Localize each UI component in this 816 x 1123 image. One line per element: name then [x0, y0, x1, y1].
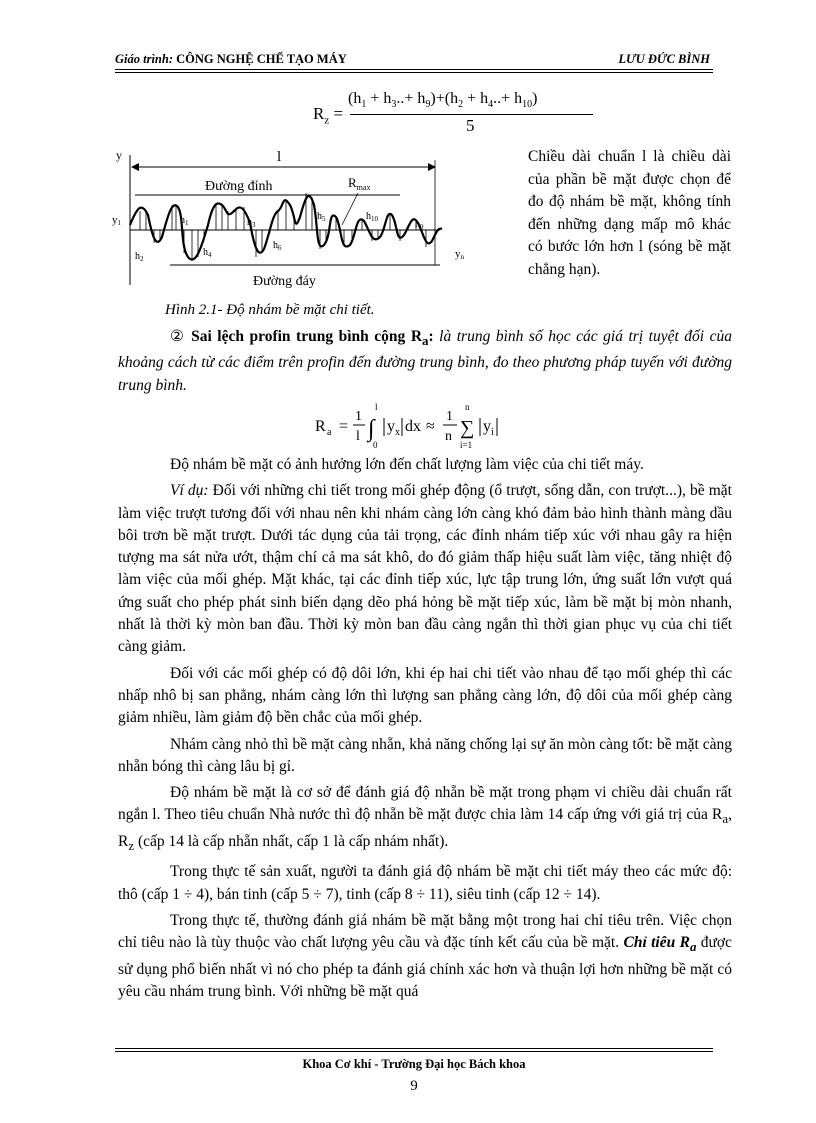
h2-label: [135, 251, 144, 263]
h-sub: 9: [420, 223, 424, 231]
ra-dx: dx: [405, 418, 421, 435]
h-letter: h: [180, 215, 185, 226]
paragraph-1: Độ nhám bề mặt có ảnh hưởng lớn đến chất lượng làm việc của chi tiết máy.: [170, 456, 644, 473]
h-sub: 3: [252, 221, 256, 229]
h-letter: h: [366, 211, 371, 222]
p7-lead-text: Chỉ tiêu R: [623, 934, 690, 952]
rz-sub: z: [324, 114, 330, 127]
paragraph-5-text-c: (cấp 14 là cấp nhẵn nhất, cấp 1 là cấp nhám nhất).: [134, 832, 449, 850]
ra-section: [118, 326, 732, 401]
h3-label: [247, 217, 256, 229]
rz-fraction-bar: [350, 114, 593, 115]
rz-denominator: 5: [466, 116, 475, 135]
ra-title-sub: a: [422, 333, 429, 349]
y1-label: [112, 214, 122, 227]
h5-label: [317, 211, 326, 223]
rz-num-part: (h: [348, 90, 362, 107]
ra-frac1-num: 1: [355, 409, 362, 424]
header-rule-double: [115, 72, 713, 73]
h9-label: [415, 219, 424, 231]
ra-definition: là trung bình số học các giá trị tuyệt đối của khoảng cách từ các điểm trên profin đến đường trung bình, đo theo phương pháp tuyến với đường trung bình.: [118, 328, 733, 394]
rmax-label: [348, 175, 370, 192]
rz-num-sub: 2: [458, 99, 464, 111]
header-left: [115, 52, 347, 67]
ra-frac2-num: 1: [446, 409, 453, 424]
p5-sub-z: z: [128, 837, 135, 853]
sum-lower: i=1: [460, 440, 473, 450]
formula-ra: [315, 400, 515, 450]
h-letter: h: [135, 251, 140, 262]
h4-label: [203, 247, 212, 259]
header-author: LƯU ĐỨC BÌNH: [618, 52, 710, 66]
h1-label: [180, 215, 189, 227]
rz-num-part: ..+ h: [396, 90, 426, 107]
yn-sub: n: [460, 253, 464, 261]
paragraph-5-text-b: , R: [118, 806, 732, 850]
rz-num-part: + h: [463, 90, 489, 107]
paragraph-2: [118, 480, 732, 658]
h-letter: h: [247, 217, 252, 228]
paragraph-2-text: Đối với những chi tiết trong mối ghép động (ổ trượt, sống dẫn, con trượt...), bề mặt làm việc trượt tương đối với nhau nên khi nhám càng lớn càng khó đảm bảo hình thành màng dầu bôi trơn bề mặt trượt. Dưới tác dụng của tải trọng, các đỉnh nhám tiếp xúc với nhau gây ra hiện tượng ma sát nửa ướt, thậm chí cả ma sát khô, do đó giảm thấp hiệu suất làm việc, tăng nhiệt độ làm việc của mối ghép. Mặt khác, tại các đỉnh tiếp xúc, lực tập trung lớn, ứng suất lớn vượt quá ứng suất cho phép phát sinh biến dạng dẽo phá hỏng bề mặt tiếp xúc, làm bề mặt bị mòn nhanh, nhất là thời kỳ mòn ban đầu. Thời kỳ mòn ban đầu càng ngắn thì thời gian phục vụ của chi tiết càng giảm.: [118, 482, 732, 656]
sum-upper: n: [465, 402, 470, 412]
ra-title-text: Sai lệch profin trung bình cộng R: [191, 328, 423, 345]
yn-label: [455, 248, 465, 261]
rz-symbol: R: [313, 104, 325, 123]
body-content: [118, 454, 732, 1007]
h10-label: [366, 211, 379, 223]
rz-num-part: ..+ h: [493, 90, 523, 107]
example-lead: Ví dụ:: [170, 482, 209, 500]
ra-equals: =: [339, 418, 349, 435]
p5-sub-a: a: [722, 811, 729, 827]
ra-symbol: R: [315, 418, 326, 435]
rmax-sub: max: [356, 183, 371, 192]
int-upper: l: [375, 402, 378, 412]
length-label: l: [277, 149, 282, 165]
h-letter: h: [203, 247, 208, 258]
rz-num-sub: 9: [425, 99, 431, 111]
paragraph-5: [118, 782, 732, 857]
side-note: Chiều dài chuẩn l là chiều dài của phần bề mặt được chọn để đo độ nhám bề mặt, không tính đến những dạng mấp mô khác có bước lớn hơn l (sóng bề mặt chẳng hạn).: [528, 148, 731, 278]
ra-marker: ②: [170, 328, 186, 345]
paragraph-6: Trong thực tế sản xuất, người ta đánh giá độ nhám bề mặt chi tiết máy theo các mức độ: thô (cấp 1 ÷ 4), bán tinh (cấp 5 ÷ 7), tinh (cấp 8 ÷ 11), siêu tinh (cấp 12 ÷ 14).: [118, 863, 732, 903]
p7-lead-sub: a: [689, 939, 697, 955]
ra-frac2-den: n: [445, 429, 452, 444]
rz-num-sub: 3: [391, 99, 397, 111]
ra-frac1-den: l: [356, 429, 360, 444]
figure-caption: Hình 2.1- Độ nhám bề mặt chi tiết.: [165, 302, 375, 318]
h-letter: h: [317, 211, 322, 222]
page-header: [115, 52, 710, 67]
paragraph-4: Nhám càng nhỏ thì bề mặt càng nhẵn, khả năng chống lại sự ăn mòn càng tốt: bề mặt càng nhẵn bóng thì càng lâu bị gỉ.: [118, 735, 732, 775]
y1-sub: 1: [117, 219, 121, 227]
ra-integrand-sub: x: [395, 427, 400, 438]
h-sub: 10: [371, 215, 378, 223]
paragraph-3: Đối với các mối ghép có độ dôi lớn, khi ép hai chi tiết vào nhau để tạo mối ghép thì các nhấp nhô bị san phẳng, nhám càng lớn thì lượng san phẳng càng lớn, độ dôi của mối ghép càng giảm nhiều, làm giảm độ bền chắc của mối ghép.: [118, 664, 732, 727]
header-book-title: CÔNG NGHỆ CHẾ TẠO MÁY: [176, 52, 347, 66]
p7-lead: [623, 934, 697, 955]
h-sub: 4: [208, 251, 212, 259]
h-letter: h: [415, 219, 420, 230]
h-sub: 6: [278, 244, 282, 252]
rz-num-part: )+(h: [430, 90, 459, 107]
ra-definition-paragraph: [118, 326, 732, 397]
header-rule: [115, 69, 713, 70]
ra-approx: ≈: [426, 418, 435, 435]
footer-institution: Khoa Cơ khí - Trường Đại học Bách khoa: [302, 1057, 526, 1071]
roughness-figure: [110, 145, 490, 295]
peak-line-label: Đường đỉnh: [205, 179, 273, 194]
paragraph-7: [118, 910, 732, 1003]
header-prefix: Giáo trình:: [115, 52, 174, 66]
h-letter: h: [273, 240, 278, 251]
y1-letter: y: [112, 214, 118, 226]
rz-num-sub: 10: [522, 99, 533, 111]
rmax-letter: R: [348, 175, 357, 190]
footer-rule: [115, 1048, 713, 1049]
integral-sign: ∫: [368, 416, 375, 442]
ra-yi-sub: i: [491, 427, 494, 438]
rz-num-part: + h: [366, 90, 392, 107]
ra-yi: y: [483, 418, 491, 435]
ra-sub: a: [327, 427, 332, 438]
footer-rule-double: [115, 1051, 713, 1052]
h-sub: 5: [322, 215, 326, 223]
ra-formula-svg: [315, 400, 515, 450]
formula-rz: [300, 88, 620, 140]
rz-num-sub: 4: [488, 99, 494, 111]
h6-label: [273, 240, 282, 252]
rz-num-sub: 1: [361, 99, 367, 111]
rmax-leader: [342, 193, 358, 225]
valley-line-label: Đường đáy: [253, 274, 316, 289]
paragraph-7-text-b: được sử dụng phổ biến nhất vì nó cho phép ta đánh giá chính xác hơn và thuận lợi hơn những bề mặt có yêu cầu nhám trung bình. Với những bề mặt quá: [118, 934, 733, 1000]
rz-numerator: [348, 90, 537, 110]
paragraph-7-text-a: Trong thực tế, thường đánh giá nhám bề mặt bằng một trong hai chỉ tiêu trên. Việc chọn chỉ tiêu nào là tùy thuộc vào chất lượng yêu cầu và đặc tính kết cấu của bề mặt.: [118, 911, 732, 952]
page-number: 9: [410, 1078, 418, 1094]
h-sub: 2: [140, 255, 144, 263]
yn-letter: y: [455, 248, 461, 260]
roughness-diagram: [110, 145, 490, 295]
rz-num-part: ): [532, 90, 538, 107]
rz-lhs: [313, 104, 343, 126]
int-lower: 0: [373, 440, 378, 450]
h-sub: 1: [185, 219, 189, 227]
paragraph-5-text-a: Độ nhám bề mặt là cơ sở để đánh giá độ nhẵn bề mặt trong phạm vi chiều dài chuẩn rất ngắn l. Theo tiêu chuẩn Nhà nước thì độ nhẵn bề mặt được chia làm 14 cấp ứng với giá trị của R: [118, 784, 732, 824]
sum-sign: ∑: [460, 417, 475, 439]
ra-title-colon: :: [428, 328, 434, 345]
ra-title: [191, 328, 434, 349]
y-axis-label: y: [116, 148, 122, 162]
ra-integrand: y: [387, 418, 395, 435]
rz-equals: =: [333, 104, 344, 123]
